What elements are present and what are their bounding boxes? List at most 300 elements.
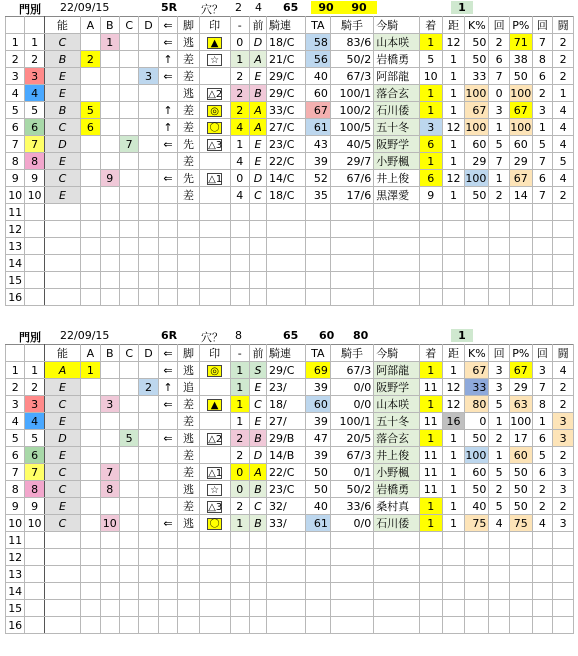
cell-jockey: 黒澤愛 (374, 187, 420, 204)
cell-arrow (158, 532, 177, 549)
cell-prev (249, 255, 266, 272)
cell-k-pct (465, 583, 489, 600)
cell-arrow (158, 447, 177, 464)
cell-running-style: 差 (178, 447, 200, 464)
cell-jockey-pair: 23/C (267, 481, 306, 498)
cell-jockey-pair: 27/C (267, 119, 306, 136)
cell-arrow: ↑ (158, 379, 177, 396)
cell-col-c (119, 170, 138, 187)
cell-row-num: 7 (6, 136, 25, 153)
cell-p-count: 6 (532, 68, 553, 85)
cell-col-c (119, 272, 138, 289)
column-header-row (6, 345, 574, 362)
cell-fight: 1 (553, 85, 574, 102)
cell-jockey-rate: 29/7 (330, 153, 373, 170)
cell-col-a (81, 515, 100, 532)
cell-col-b (100, 51, 119, 68)
cell-running-style (178, 255, 200, 272)
cell-arrow (158, 566, 177, 583)
race-table (5, 344, 574, 634)
cell-k-count (489, 238, 510, 255)
race-sheet-6r (5, 328, 574, 634)
cell-dash: 1 (230, 136, 249, 153)
header-value-one: 1 (451, 329, 473, 342)
cell-col-a (81, 413, 100, 430)
cell-dash: 1 (230, 51, 249, 68)
cell-k-count (489, 617, 510, 634)
cell-p-pct: 60 (509, 136, 532, 153)
cell-prev: A (249, 102, 266, 119)
cell-jockey-pair (267, 204, 306, 221)
cell-p-pct (509, 532, 532, 549)
cell-distance (442, 238, 465, 255)
cell-p-pct: 100 (510, 120, 532, 134)
cell-distance (442, 221, 465, 238)
cell-col-b (100, 153, 119, 170)
cell-ta (305, 272, 330, 289)
cell-jockey-rate: 17/6 (330, 187, 373, 204)
header-k-pct: K% (465, 17, 489, 34)
cell-ta (305, 617, 330, 634)
cell-ability (44, 272, 80, 289)
cell-k-pct: 50 (465, 187, 489, 204)
header-dash: - (230, 345, 249, 362)
cell-ability: A (44, 362, 80, 379)
cell-fight: 3 (553, 481, 574, 498)
cell-dash: 4 (230, 119, 249, 136)
cell-jockey-rate: 0/0 (330, 379, 373, 396)
cell-p-count: 3 (532, 102, 553, 119)
cell-dash: 2 (230, 102, 249, 119)
cell-col-a (81, 187, 100, 204)
cell-jockey-rate: 67/3 (330, 68, 373, 85)
cell-running-style (178, 238, 200, 255)
cell-running-style: 差 (178, 464, 200, 481)
cell-k-count: 3 (489, 102, 510, 119)
cell-running-style: 差 (178, 102, 200, 119)
cell-k-count: 2 (489, 34, 510, 51)
cell-k-pct: 60 (465, 464, 489, 481)
ana-label: 穴？ (201, 331, 223, 344)
cell-col-d (139, 430, 158, 447)
cell-fight (553, 289, 574, 306)
cell-row-num: 12 (6, 221, 25, 238)
cell-finish: 11 (419, 464, 442, 481)
cell-finish: 1 (419, 515, 442, 532)
cell-ability (44, 549, 80, 566)
cell-gate (25, 272, 44, 289)
cell-col-d (139, 481, 158, 498)
cell-jockey-pair: 21/C (267, 51, 306, 68)
cell-row-num: 6 (6, 119, 25, 136)
cell-jockey: 岩橋勇 (374, 51, 420, 68)
cell-running-style (178, 532, 200, 549)
cell-running-style: 差 (178, 498, 200, 515)
cell-p-pct: 50 (509, 464, 532, 481)
cell-jockey: 岩橋勇 (374, 481, 420, 498)
cell-col-b (100, 566, 119, 583)
cell-arrow: ⇐ (158, 68, 177, 85)
ana-value-2: 4 (255, 1, 262, 14)
cell-ability (44, 221, 80, 238)
cell-k-count: 2 (489, 481, 510, 498)
cell-ability: E (44, 498, 80, 515)
venue-title: 門別 (19, 331, 41, 344)
cell-ta: 60 (305, 85, 330, 102)
table-row (6, 85, 574, 102)
cell-p-pct: 50 (509, 498, 532, 515)
cell-col-a (81, 136, 100, 153)
cell-row-num: 15 (6, 600, 25, 617)
cell-dash: 2 (230, 85, 249, 102)
cell-k-pct: 67 (465, 102, 489, 119)
cell-p-pct: 67 (509, 170, 532, 187)
cell-dash: 2 (230, 447, 249, 464)
cell-col-b (100, 583, 119, 600)
cell-row-num: 3 (6, 68, 25, 85)
cell-jockey: 落合玄 (374, 85, 420, 102)
cell-fight: 5 (553, 153, 574, 170)
cell-p-count (532, 532, 553, 549)
cell-jockey-rate: 100/1 (330, 85, 373, 102)
cell-col-d (139, 413, 158, 430)
cell-prev (249, 600, 266, 617)
cell-ta: 56 (305, 51, 330, 68)
cell-dash: 0 (230, 464, 249, 481)
cell-p-pct (509, 204, 532, 221)
cell-ta: 35 (305, 187, 330, 204)
cell-k-count (489, 532, 510, 549)
cell-distance: 1 (442, 464, 465, 481)
cell-ta: 61 (305, 515, 330, 532)
cell-ability: E (44, 413, 80, 430)
cell-finish (419, 583, 442, 600)
cell-gate: 6 (25, 119, 44, 136)
mark-box: △3 (208, 139, 223, 151)
cell-distance: 1 (442, 498, 465, 515)
cell-gate: 3 (25, 396, 44, 413)
cell-k-pct: 0 (465, 413, 489, 430)
cell-col-a (81, 498, 100, 515)
table-row (6, 617, 574, 634)
header-k-pct: K% (465, 345, 489, 362)
cell-k-pct: 60 (465, 136, 489, 153)
table-row (6, 68, 574, 85)
cell-col-c (119, 600, 138, 617)
cell-prev: S (249, 362, 266, 379)
cell-fight: 4 (553, 170, 574, 187)
cell-prev (249, 272, 266, 289)
cell-jockey: 石川倭 (374, 515, 420, 532)
cell-running-style: 逃 (178, 362, 200, 379)
header-distance: 距 (442, 345, 465, 362)
cell-distance: 1 (442, 187, 465, 204)
cell-col-b (100, 221, 119, 238)
cell-k-count: 5 (489, 136, 510, 153)
cell-fight: 3 (553, 464, 574, 481)
cell-jockey: 井上俊 (374, 170, 420, 187)
header-p-pct: P% (509, 345, 532, 362)
cell-fight: 2 (553, 34, 574, 51)
cell-mark (199, 238, 230, 255)
cell-jockey-pair: 29/C (267, 68, 306, 85)
cell-arrow (158, 272, 177, 289)
cell-p-count: 1 (532, 413, 553, 430)
header-col-b: B (100, 345, 119, 362)
cell-gate (25, 204, 44, 221)
cell-ability: C (44, 515, 80, 532)
cell-ability: B (44, 102, 80, 119)
cell-p-count: 8 (532, 396, 553, 413)
cell-col-d (139, 583, 158, 600)
cell-k-count: 3 (489, 379, 510, 396)
cell-distance: 1 (442, 447, 465, 464)
cell-k-count: 6 (489, 51, 510, 68)
table-row (6, 464, 574, 481)
cell-finish (419, 255, 442, 272)
cell-ta (305, 255, 330, 272)
cell-finish (419, 238, 442, 255)
cell-k-pct (465, 617, 489, 634)
cell-row-num: 10 (6, 187, 25, 204)
cell-distance (442, 272, 465, 289)
cell-ability: D (44, 430, 80, 447)
cell-mark (199, 566, 230, 583)
cell-col-a (81, 532, 100, 549)
cell-col-b (100, 532, 119, 549)
cell-jockey-rate (330, 617, 373, 634)
cell-gate: 4 (25, 413, 44, 430)
cell-ta: 67 (305, 102, 330, 119)
cell-jockey-pair (267, 289, 306, 306)
cell-p-count: 7 (532, 153, 553, 170)
cell-ta: 50 (305, 481, 330, 498)
cell-jockey-pair: 33/C (267, 102, 306, 119)
cell-running-style: 差 (178, 187, 200, 204)
cell-row-num: 14 (6, 255, 25, 272)
race-header (5, 328, 574, 344)
cell-k-pct: 67 (465, 362, 489, 379)
cell-prev: E (249, 68, 266, 85)
cell-p-pct: 50 (509, 481, 532, 498)
cell-ta: 52 (305, 170, 330, 187)
header-finish: 着 (419, 345, 442, 362)
cell-col-c (119, 289, 138, 306)
cell-row-num: 8 (6, 153, 25, 170)
cell-finish (419, 532, 442, 549)
cell-prev (249, 204, 266, 221)
race-header (5, 0, 574, 16)
cell-jockey (374, 289, 420, 306)
cell-gate: 7 (25, 464, 44, 481)
cell-jockey-pair: 27/ (267, 413, 306, 430)
table-row (6, 119, 574, 136)
cell-fight: 4 (553, 102, 574, 119)
header-gate (25, 17, 44, 34)
cell-running-style: 逃 (178, 481, 200, 498)
cell-running-style: 差 (178, 413, 200, 430)
cell-jockey: 山本咲 (374, 396, 420, 413)
cell-prev: D (249, 170, 266, 187)
cell-arrow (158, 153, 177, 170)
cell-k-count (489, 583, 510, 600)
cell-jockey-rate: 83/6 (330, 34, 373, 51)
cell-fight: 4 (553, 136, 574, 153)
cell-p-pct (509, 221, 532, 238)
header-ability: 能 (44, 345, 80, 362)
cell-prev (249, 566, 266, 583)
cell-distance (442, 566, 465, 583)
cell-col-d (139, 204, 158, 221)
cell-jockey-rate: 50/2 (330, 481, 373, 498)
header-jockey-rate: 騎手 (330, 345, 373, 362)
cell-jockey: 阿部龍 (374, 362, 420, 379)
cell-arrow (158, 221, 177, 238)
cell-col-b (100, 119, 119, 136)
cell-col-a (81, 68, 100, 85)
cell-jockey-pair (267, 617, 306, 634)
cell-dash (230, 566, 249, 583)
cell-col-c (119, 447, 138, 464)
cell-col-d (139, 153, 158, 170)
cell-jockey (374, 549, 420, 566)
cell-row-num: 3 (6, 396, 25, 413)
cell-col-c (119, 51, 138, 68)
table-row (6, 583, 574, 600)
cell-jockey-rate (330, 204, 373, 221)
cell-p-count: 7 (532, 379, 553, 396)
cell-col-c (119, 362, 138, 379)
table-row (6, 447, 574, 464)
cell-arrow: ↑ (158, 102, 177, 119)
cell-col-a (81, 170, 100, 187)
cell-fight: 3 (553, 515, 574, 532)
cell-running-style (178, 617, 200, 634)
cell-distance: 1 (442, 362, 465, 379)
cell-col-c (119, 85, 138, 102)
cell-row-num: 13 (6, 238, 25, 255)
cell-col-d (139, 396, 158, 413)
header-jockey: 今騎 (374, 17, 420, 34)
cell-row-num: 9 (6, 170, 25, 187)
cell-ability: E (44, 68, 80, 85)
cell-jockey (374, 600, 420, 617)
cell-p-pct: 29 (509, 379, 532, 396)
cell-finish: 11 (419, 413, 442, 430)
cell-row-num: 9 (6, 498, 25, 515)
header-dash: - (230, 17, 249, 34)
cell-col-d (139, 447, 158, 464)
cell-ta: 60 (305, 396, 330, 413)
cell-p-count (532, 238, 553, 255)
cell-finish: 1 (419, 153, 442, 170)
cell-mark (199, 464, 230, 481)
cell-jockey: 桑村真 (374, 498, 420, 515)
cell-prev (249, 221, 266, 238)
cell-p-pct: 60 (509, 447, 532, 464)
header-col-a: A (81, 17, 100, 34)
cell-fight: 2 (553, 447, 574, 464)
cell-prev: D (249, 34, 266, 51)
cell-fight: 3 (553, 413, 574, 430)
race-number: 5R (161, 1, 178, 14)
cell-col-a: 6 (81, 119, 100, 136)
cell-jockey: 阪野学 (374, 379, 420, 396)
cell-p-pct: 29 (509, 153, 532, 170)
cell-prev (249, 532, 266, 549)
cell-finish: 11 (419, 447, 442, 464)
cell-running-style (178, 600, 200, 617)
cell-finish (419, 600, 442, 617)
table-row (6, 600, 574, 617)
cell-running-style (178, 272, 200, 289)
cell-row-num: 1 (6, 362, 25, 379)
cell-mark (199, 413, 230, 430)
cell-jockey-rate (330, 238, 373, 255)
cell-dash (230, 272, 249, 289)
cell-col-d (139, 566, 158, 583)
cell-dash: 1 (230, 379, 249, 396)
cell-jockey-pair (267, 566, 306, 583)
cell-col-d (139, 119, 158, 136)
cell-col-b (100, 379, 119, 396)
cell-ta: 39 (305, 413, 330, 430)
race-table (5, 16, 574, 306)
cell-gate (25, 532, 44, 549)
cell-col-b (100, 238, 119, 255)
cell-arrow (158, 413, 177, 430)
cell-jockey-pair: 18/C (267, 34, 306, 51)
cell-row-num: 6 (6, 447, 25, 464)
cell-ta: 43 (305, 136, 330, 153)
cell-jockey-rate: 33/6 (330, 498, 373, 515)
cell-ta: 39 (305, 379, 330, 396)
cell-prev (249, 238, 266, 255)
header-value-one: 1 (451, 1, 473, 14)
cell-dash: 1 (230, 413, 249, 430)
cell-col-d (139, 34, 158, 51)
cell-dash: 2 (230, 68, 249, 85)
cell-running-style (178, 583, 200, 600)
mark-box: △1 (208, 467, 223, 479)
cell-k-pct: 29 (465, 153, 489, 170)
cell-arrow: ⇐ (158, 136, 177, 153)
cell-distance: 1 (442, 51, 465, 68)
cell-p-count: 2 (532, 481, 553, 498)
mark-box: 〇 (207, 518, 222, 530)
cell-finish: 1 (419, 396, 442, 413)
cell-distance: 1 (442, 136, 465, 153)
cell-col-a (81, 153, 100, 170)
cell-k-pct (465, 566, 489, 583)
cell-k-count (489, 600, 510, 617)
cell-col-a (81, 34, 100, 51)
cell-dash (230, 255, 249, 272)
cell-jockey: 井上俊 (374, 447, 420, 464)
cell-ta (305, 238, 330, 255)
cell-distance (442, 289, 465, 306)
cell-col-d (139, 600, 158, 617)
cell-k-pct: 33 (465, 68, 489, 85)
cell-col-a (81, 85, 100, 102)
cell-mark (199, 447, 230, 464)
cell-k-count: 5 (489, 396, 510, 413)
header-value-ta: 60 (319, 329, 335, 342)
header-arrow: ⇐ (158, 345, 177, 362)
cell-col-c (119, 464, 138, 481)
cell-finish (419, 617, 442, 634)
cell-gate (25, 238, 44, 255)
